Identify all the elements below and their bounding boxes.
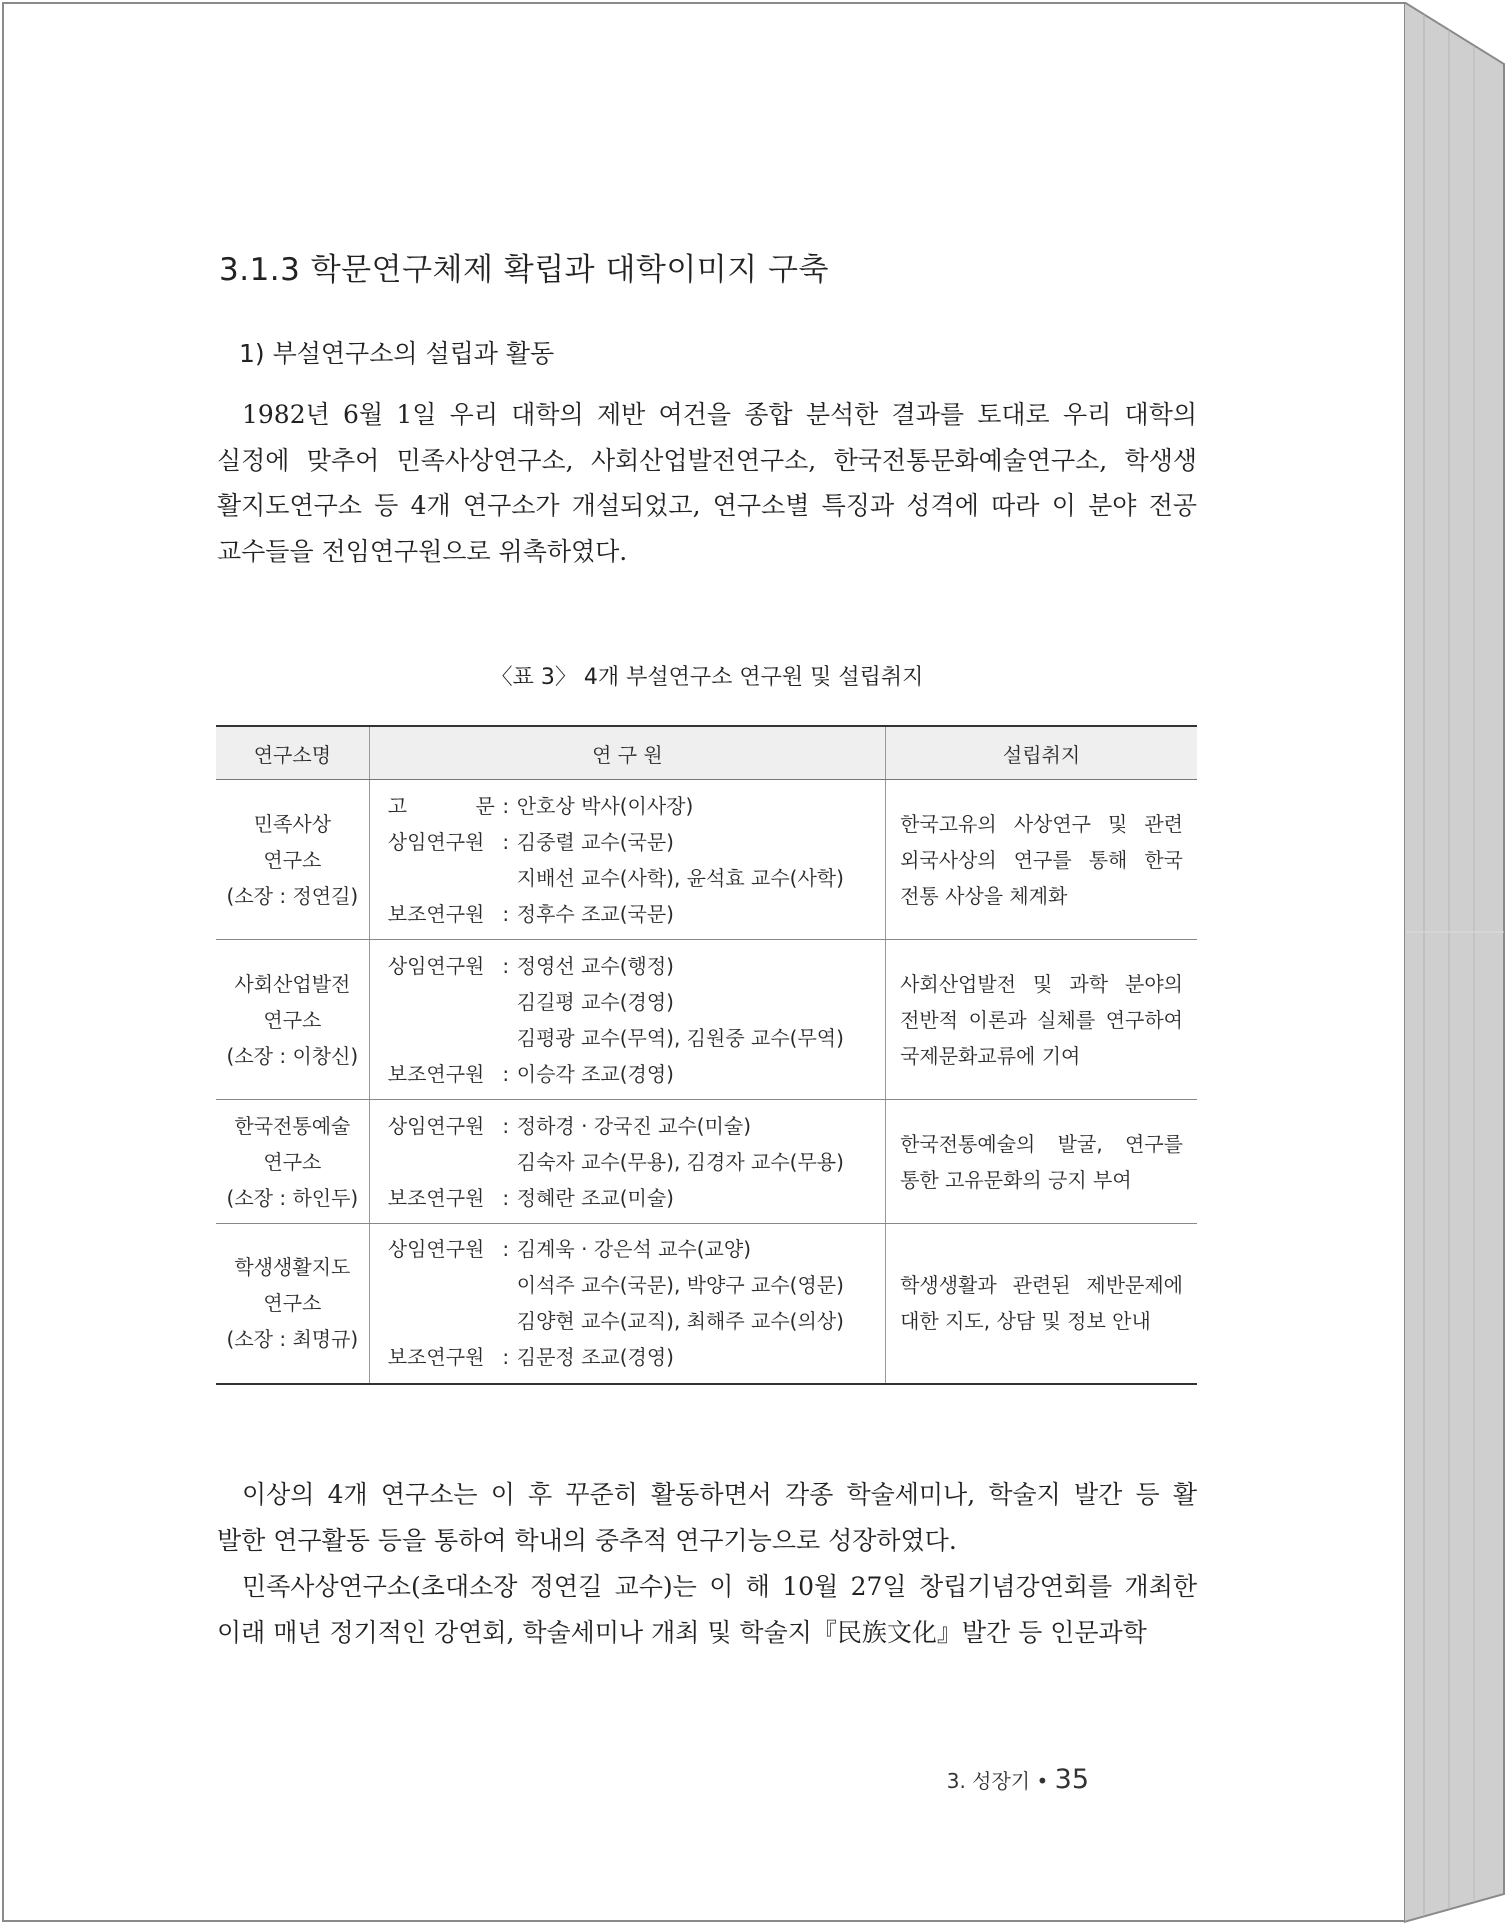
book-page xyxy=(2,2,1406,1922)
institute-name-line: (소장 : 정연길) xyxy=(226,883,359,908)
researcher-role xyxy=(388,1144,495,1180)
researcher-entry xyxy=(388,1339,885,1375)
purpose-line: 통한 고유문화의 긍지 부여 xyxy=(900,1167,1132,1192)
role-separator: : xyxy=(502,1237,510,1262)
researcher-names: 김중렬 교수(국문) xyxy=(516,829,674,854)
subsection-title: 1) 부설연구소의 설립과 활동 xyxy=(239,339,555,368)
institute-purpose xyxy=(886,780,1197,940)
researcher-role xyxy=(388,984,495,1020)
institute-name-line: (소장 : 하인두) xyxy=(226,1185,359,1210)
purpose-line: 한국전통예술의 발굴, 연구를 xyxy=(900,1131,1183,1156)
institute-name-line: 민족사상 xyxy=(253,811,332,836)
role-separator xyxy=(495,1303,517,1339)
header-purpose: 설립취지 xyxy=(886,726,1197,780)
researcher-list xyxy=(369,1100,885,1224)
paragraph-line: 이래 매년 정기적인 강연회, 학술세미나 개최 및 학술지『民族文化』발간 등 인문과학 xyxy=(217,1617,1147,1647)
researcher-role: 상임연구원 xyxy=(387,1113,485,1138)
role-separator: : xyxy=(502,1061,510,1086)
role-separator: : xyxy=(502,1185,510,1210)
institute-name-line: 연구소 xyxy=(263,1149,322,1174)
researcher-role: 상임연구원 xyxy=(387,829,485,854)
researcher-entry xyxy=(388,1056,885,1092)
role-separator xyxy=(495,1020,517,1056)
researcher-names: 김평광 교수(무역), 김원중 교수(무역) xyxy=(516,1025,844,1050)
researcher-role: 고 문 xyxy=(387,793,495,818)
paragraph-line: 발한 연구활동 등을 통하여 학내의 중추적 연구기능으로 성장하였다. xyxy=(217,1525,957,1555)
researcher-role xyxy=(388,1020,495,1056)
institute-name xyxy=(216,1224,369,1384)
institute-name-line: 학생생활지도 xyxy=(234,1255,351,1280)
paragraph-line: 민족사상연구소(초대소장 정연길 교수)는 이 해 10월 27일 창립기념강연회를 개최한 xyxy=(242,1572,1197,1601)
researcher-entry xyxy=(388,824,885,860)
role-separator: : xyxy=(502,793,510,818)
institute-name xyxy=(216,780,369,940)
table-header-row xyxy=(216,726,1197,780)
researcher-role: 상임연구원 xyxy=(387,1237,485,1262)
researcher-entry xyxy=(388,1180,885,1216)
researcher-entry xyxy=(388,860,885,896)
table-row xyxy=(216,1224,1197,1384)
researcher-role xyxy=(388,1267,495,1303)
institute-name-line: (소장 : 이창신) xyxy=(226,1043,359,1068)
role-separator: : xyxy=(502,829,510,854)
paragraph-line: 교수들을 전임연구원으로 위촉하였다. xyxy=(217,536,628,566)
researcher-role xyxy=(388,1303,495,1339)
researcher-names: 김문정 조교(경영) xyxy=(516,1345,674,1370)
chapter-label: 3. 성장기 xyxy=(946,1769,1031,1793)
institute-name-line: 연구소 xyxy=(263,1291,322,1316)
researcher-entry xyxy=(388,1231,885,1267)
role-separator: : xyxy=(502,953,510,978)
researcher-entry xyxy=(388,1108,885,1144)
role-separator xyxy=(495,984,517,1020)
paragraph-intro xyxy=(217,392,1197,574)
institute-purpose xyxy=(886,940,1197,1100)
paragraph-line: 활지도연구소 등 4개 연구소가 개설되었고, 연구소별 특징과 성격에 따라 이 분야 전공 xyxy=(217,491,1197,520)
purpose-line: 대한 지도, 상담 및 정보 안내 xyxy=(900,1309,1151,1334)
paragraph-minjok xyxy=(217,1564,1197,1655)
researcher-entry xyxy=(388,1303,885,1339)
purpose-line: 전반적 이론과 실체를 연구하여 xyxy=(900,1007,1183,1032)
researcher-names: 정영선 교수(행정) xyxy=(516,953,674,978)
header-researchers: 연 구 원 xyxy=(369,726,885,780)
section-title: 3.1.3 학문연구체제 확립과 대학이미지 구축 xyxy=(219,252,829,288)
role-separator xyxy=(495,1267,517,1303)
researcher-entry xyxy=(388,1020,885,1056)
researcher-entry xyxy=(388,788,885,824)
researcher-role: 보조연구원 xyxy=(387,1185,485,1210)
researcher-entry xyxy=(388,984,885,1020)
researcher-entry xyxy=(388,1144,885,1180)
researcher-role xyxy=(388,860,495,896)
purpose-line: 학생생활과 관련된 제반문제에 xyxy=(900,1273,1183,1298)
researcher-list xyxy=(369,780,885,940)
purpose-line: 사회산업발전 및 과학 분야의 xyxy=(900,971,1183,996)
paragraph-line: 실정에 맞추어 민족사상연구소, 사회산업발전연구소, 한국전통문화예술연구소, 학생생 xyxy=(217,445,1197,475)
page-number: 35 xyxy=(1054,1764,1089,1795)
book-edge-decoration xyxy=(1404,2,1507,1924)
table-row xyxy=(216,940,1197,1100)
footer-bullet: • xyxy=(1036,1769,1049,1793)
researcher-names: 지배선 교수(사학), 윤석효 교수(사학) xyxy=(516,865,844,890)
role-separator xyxy=(495,1144,517,1180)
role-separator: : xyxy=(502,901,510,926)
table-row xyxy=(216,780,1197,940)
institute-name xyxy=(216,1100,369,1224)
researcher-names: 이석주 교수(국문), 박양구 교수(영문) xyxy=(516,1273,844,1298)
researcher-names: 김계욱 · 강은석 교수(교양) xyxy=(516,1237,752,1262)
researcher-list xyxy=(369,1224,885,1384)
researcher-names: 김양현 교수(교직), 최해주 교수(의상) xyxy=(516,1309,844,1334)
paragraph-line: 1982년 6월 1일 우리 대학의 제반 여건을 종합 분석한 결과를 토대로 우리 대학의 xyxy=(242,400,1197,429)
institute-purpose xyxy=(886,1100,1197,1224)
paragraph-line: 이상의 4개 연구소는 이 후 꾸준히 활동하면서 각종 학술세미나, 학술지 발간 등 활 xyxy=(242,1480,1197,1509)
researcher-names: 이승각 조교(경영) xyxy=(516,1061,674,1086)
institute-purpose xyxy=(886,1224,1197,1384)
researcher-role: 보조연구원 xyxy=(387,1345,485,1370)
institute-name-line: 사회산업발전 xyxy=(234,971,351,996)
institute-name-line: 연구소 xyxy=(263,847,322,872)
researcher-names: 김길평 교수(경영) xyxy=(516,989,674,1014)
purpose-line: 국제문화교류에 기여 xyxy=(900,1043,1081,1068)
paragraph-activities xyxy=(217,1472,1197,1563)
researcher-list xyxy=(369,940,885,1100)
researcher-names: 안호상 박사(이사장) xyxy=(516,793,694,818)
institute-name-line: 연구소 xyxy=(263,1007,322,1032)
researcher-names: 정혜란 조교(미술) xyxy=(516,1185,674,1210)
table-caption: 〈표 3〉 4개 부설연구소 연구원 및 설립취지 xyxy=(490,665,924,690)
role-separator: : xyxy=(502,1113,510,1138)
institute-name-line: (소장 : 최명규) xyxy=(226,1327,359,1352)
researcher-entry xyxy=(388,896,885,932)
researcher-role: 보조연구원 xyxy=(387,1061,485,1086)
researcher-names: 정후수 조교(국문) xyxy=(516,901,674,926)
researcher-entry xyxy=(388,948,885,984)
researcher-names: 정하경 · 강국진 교수(미술) xyxy=(516,1113,752,1138)
researcher-role: 상임연구원 xyxy=(387,953,485,978)
institutes-table xyxy=(216,725,1197,1385)
header-institute: 연구소명 xyxy=(216,726,369,780)
page-footer xyxy=(947,1764,1089,1795)
purpose-line: 외국사상의 연구를 통해 한국 xyxy=(900,847,1183,872)
researcher-names: 김숙자 교수(무용), 김경자 교수(무용) xyxy=(516,1149,844,1174)
institute-name-line: 한국전통예술 xyxy=(234,1113,351,1138)
role-separator xyxy=(495,860,517,896)
role-separator: : xyxy=(502,1345,510,1370)
researcher-entry xyxy=(388,1267,885,1303)
purpose-line: 전통 사상을 체계화 xyxy=(900,883,1068,908)
researcher-role: 보조연구원 xyxy=(387,901,485,926)
institute-name xyxy=(216,940,369,1100)
table-row xyxy=(216,1100,1197,1224)
purpose-line: 한국고유의 사상연구 및 관련 xyxy=(900,811,1183,836)
